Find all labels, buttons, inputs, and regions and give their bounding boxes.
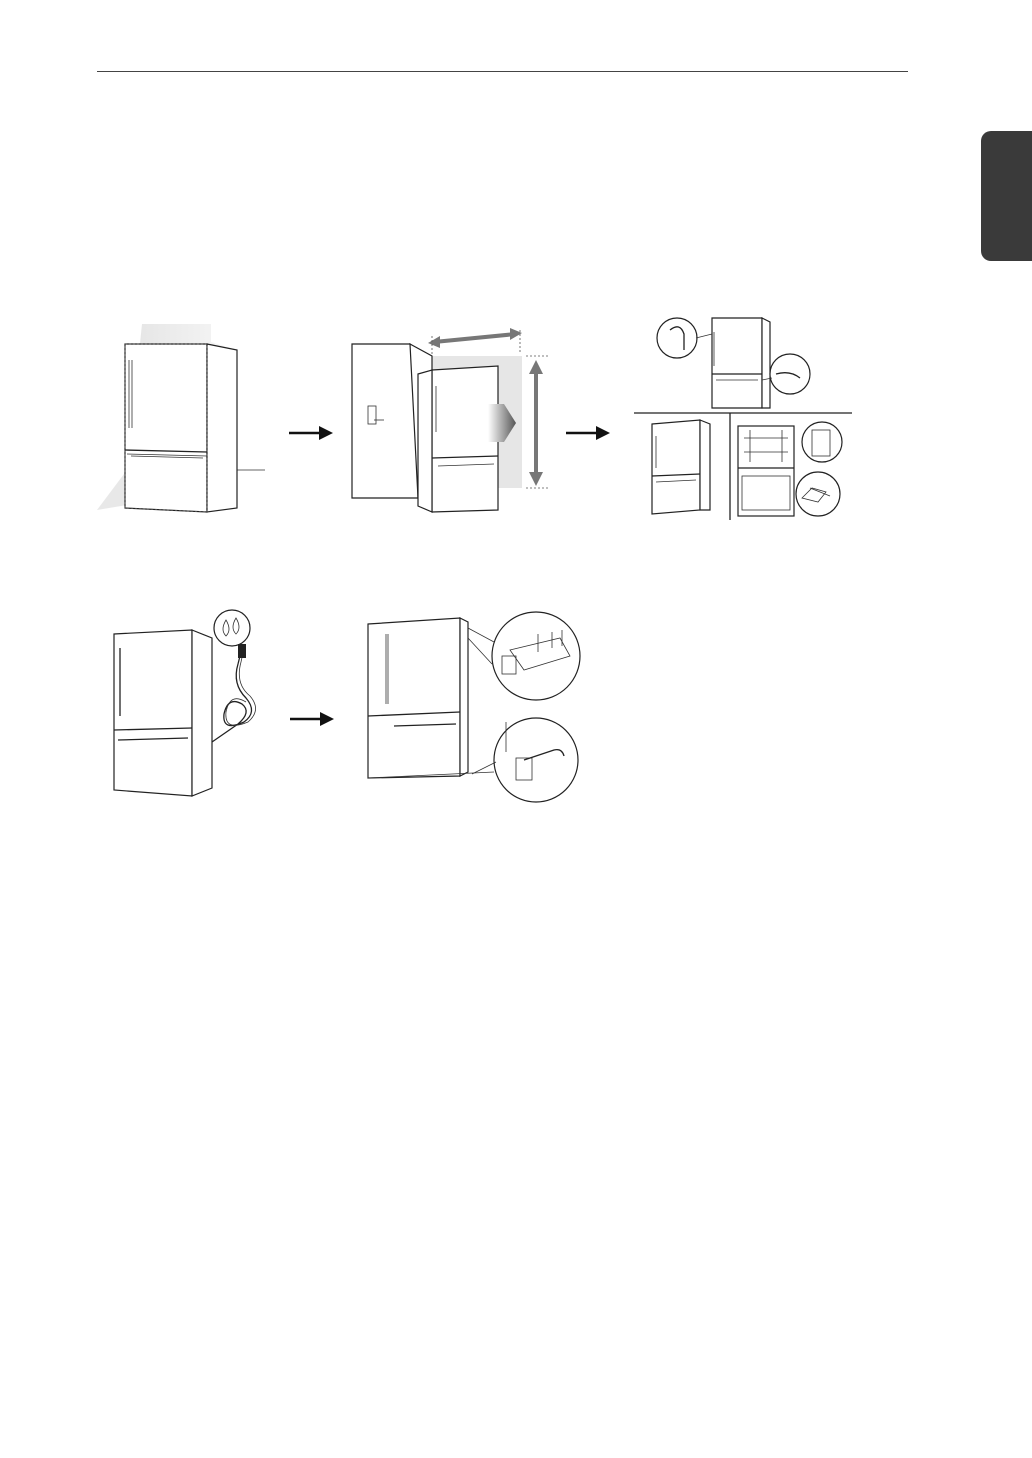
arrow-right-icon xyxy=(566,425,610,441)
header-rule xyxy=(97,71,908,72)
water-line-illustration xyxy=(112,608,272,803)
language-tab[interactable] xyxy=(981,131,1032,261)
arrow-right-icon xyxy=(290,711,334,727)
arrow-right-icon xyxy=(289,425,333,441)
handle-and-accessories-illustration xyxy=(634,312,856,524)
leveling-illustration xyxy=(364,612,584,804)
space-check-illustration xyxy=(97,320,267,520)
door-measure-illustration xyxy=(348,328,558,518)
